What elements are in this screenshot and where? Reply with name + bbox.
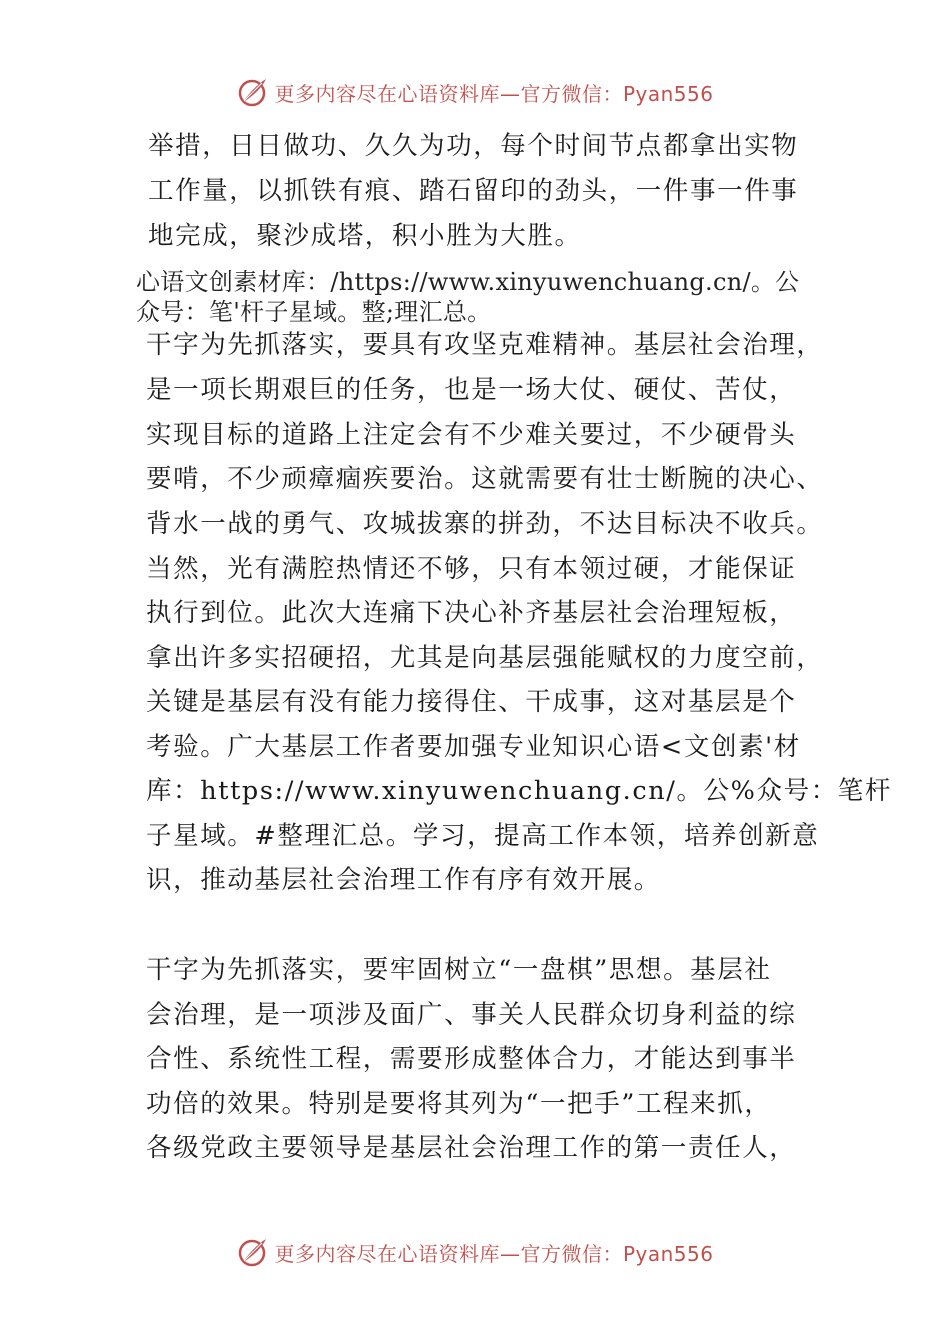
source-note-line: 众号：笔'杆子星域。整;理汇总。 — [136, 298, 492, 326]
feather-circle-logo-icon — [236, 75, 270, 109]
text-line: 拿出许多实招硬招，尤其是向基层强能赋权的力度空前， — [146, 643, 824, 673]
text-line: 实现目标的道路上注定会有不少难关要过，不少硬骨头 — [146, 420, 797, 450]
text-line: 是一项长期艰巨的任务，也是一场大仗、硬仗、苦仗， — [146, 375, 797, 405]
header-banner — [0, 72, 950, 112]
text-line: 执行到位。此次大连痛下决心补齐基层社会治理短板， — [146, 598, 797, 628]
text-line: 功倍的效果。特别是要将其列为“一把手”工程来抓， — [146, 1089, 772, 1119]
footer-banner — [0, 1232, 950, 1272]
text-line: 关键是基层有没有能力接得住、干成事，这对基层是个 — [146, 687, 797, 717]
text-line: 库：https://www.xinyuwenchuang.cn/。公%众号：笔杆 — [146, 776, 893, 806]
text-line: 干字为先抓落实，要牢固树立“一盘棋”思想。基层社 — [146, 955, 772, 985]
text-line: 地完成，聚沙成塔，积小胜为大胜。 — [148, 221, 582, 251]
header-banner-text: 更多内容尽在心语资料库—官方微信：Pyan556 — [274, 81, 714, 106]
text-line: 子星域。#整理汇总。学习，提高工作本领，培养创新意 — [146, 821, 820, 851]
text-line: 识，推动基层社会治理工作有序有效开展。 — [146, 865, 661, 895]
text-line: 会治理，是一项涉及面广、事关人民群众切身利益的综 — [146, 1000, 797, 1030]
feather-circle-logo-icon — [236, 1235, 270, 1269]
text-line: 举措，日日做功、久久为功，每个时间节点都拿出实物 — [148, 131, 799, 161]
text-line: 考验。广大基层工作者要加强专业知识心语<文创素'材 — [146, 732, 801, 762]
source-note-line: 心语文创素材库：/https://www.xinyuwenchuang.cn/。公 — [136, 268, 800, 296]
text-line: 当然，光有满腔热情还不够，只有本领过硬，才能保证 — [146, 554, 797, 584]
text-line: 各级党政主要领导是基层社会治理工作的第一责任人， — [146, 1133, 797, 1163]
text-line: 合性、系统性工程，需要形成整体合力，才能达到事半 — [146, 1044, 797, 1074]
text-line: 背水一战的勇气、攻城拔寨的拼劲，不达目标决不收兵。 — [146, 509, 824, 539]
text-line: 要啃，不少顽瘴痼疾要治。这就需要有壮士断腕的决心、 — [146, 464, 824, 494]
text-line: 干字为先抓落实，要具有攻坚克难精神。基层社会治理， — [146, 330, 824, 360]
footer-banner-text: 更多内容尽在心语资料库—官方微信：Pyan556 — [274, 1241, 714, 1266]
text-line: 工作量，以抓铁有痕、踏石留印的劲头，一件事一件事 — [148, 176, 799, 206]
